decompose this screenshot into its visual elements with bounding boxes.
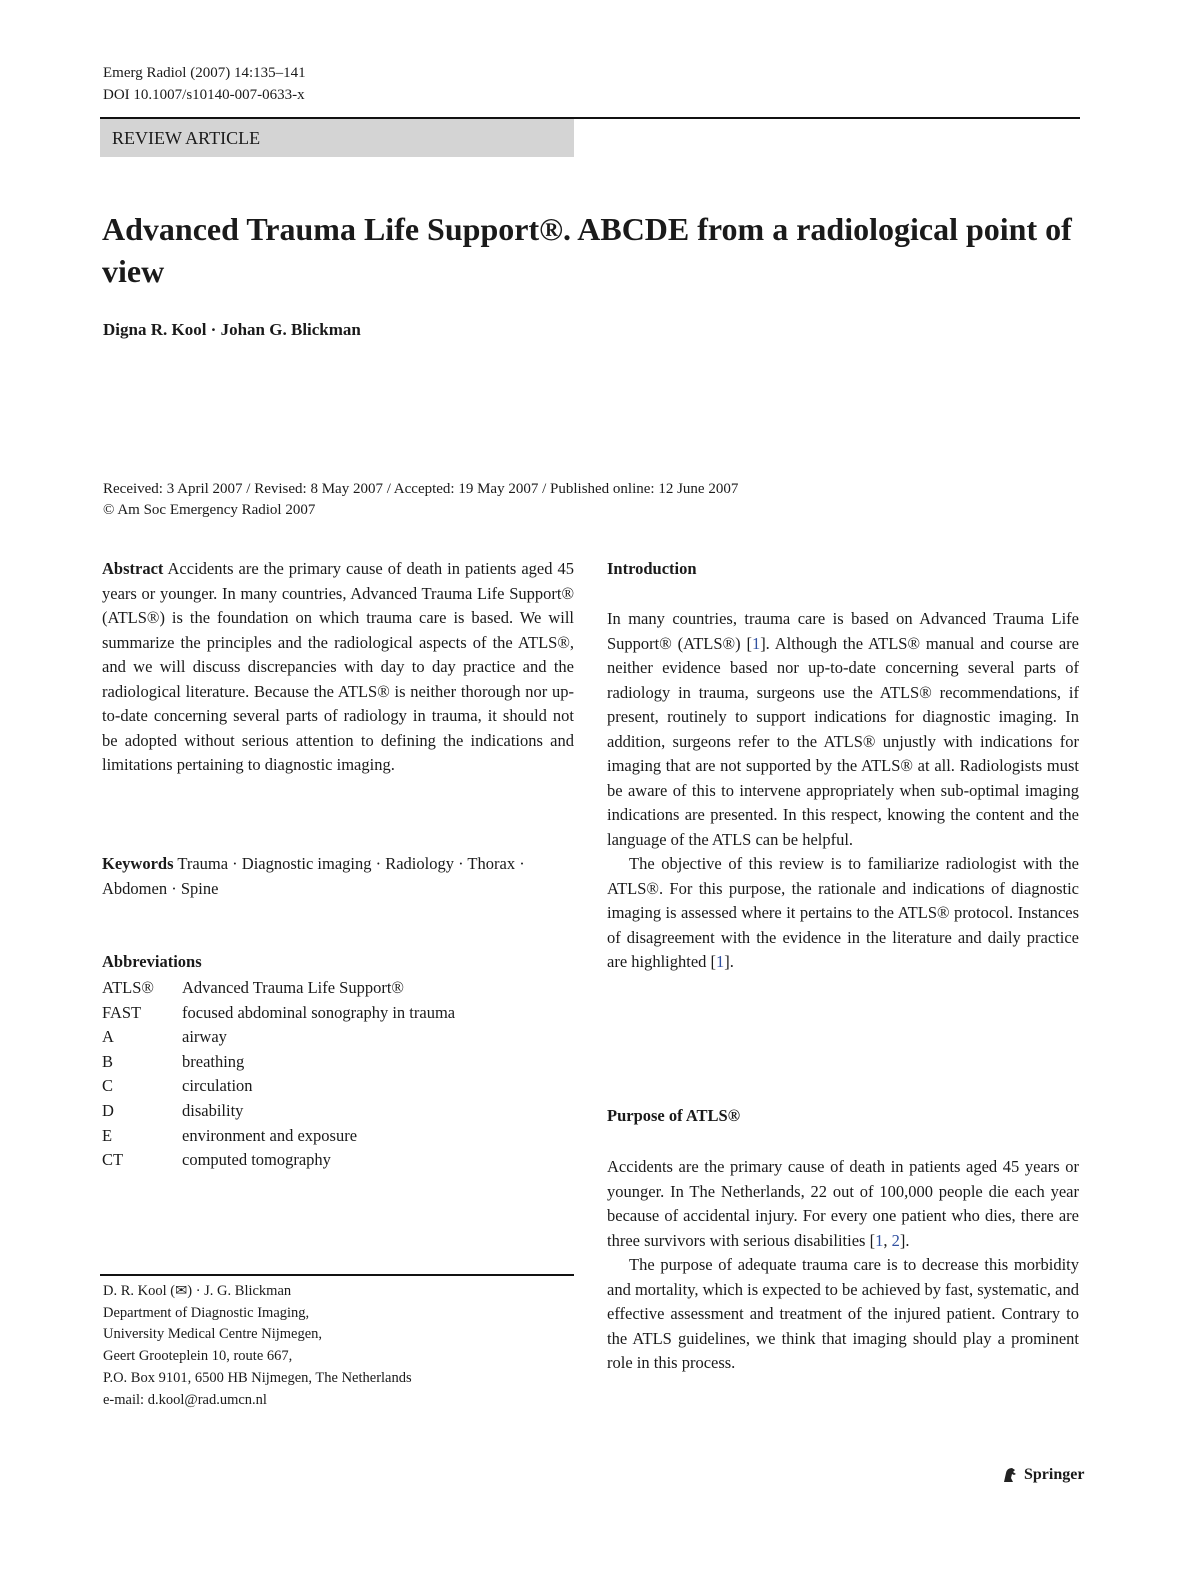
copyright-line: © Am Soc Emergency Radiol 2007 (103, 502, 316, 518)
publisher-name: Springer (1024, 1466, 1085, 1483)
keywords-label: Keywords (102, 854, 174, 873)
publisher-logo (1000, 1465, 1084, 1485)
abbreviation-meaning: circulation (182, 1076, 253, 1096)
abbreviation-meaning: disability (182, 1100, 244, 1120)
abbreviation-term: B (102, 1051, 114, 1071)
citation-link[interactable]: 1 (875, 1230, 884, 1250)
introduction-heading: Introduction (607, 559, 697, 578)
abbreviation-meaning: environment and exposure (182, 1125, 358, 1145)
abbreviation-term: A (102, 1027, 114, 1047)
abbreviations-list (102, 976, 574, 1173)
keywords (102, 852, 574, 901)
abbreviation-meaning: Advanced Trauma Life Support® (182, 978, 404, 997)
abbreviation-row (102, 1050, 574, 1075)
affiliation-line: D. R. Kool (✉) · J. G. Blickman (103, 1283, 292, 1299)
purpose-paragraph: The purpose of adequate trauma care is to decrease this morbidity and mortality, which is expected to be achieved by fast, systematic, and effective assessment and treatment of the injured patient. Contrary to the ATLS guidelines, we think that imaging should play a prominent role in this process. (607, 1255, 1079, 1372)
abbreviation-term: D (102, 1100, 114, 1120)
keywords-text: Trauma · Diagnostic imaging · Radiology · Thorax · Abdomen · Spine (102, 854, 525, 898)
purpose-heading: Purpose of ATLS® (607, 1106, 741, 1125)
abbreviation-row (102, 1001, 574, 1026)
purpose-paragraph: Accidents are the primary cause of death in patients aged 45 years or younger. In The Netherlands, 22 out of 100,000 people die each year because of accidental injury. For every one patient who dies, there are three survivors with serious disabilities [1, 2]. (607, 1157, 1079, 1250)
abbreviation-term: E (102, 1125, 113, 1145)
abbreviation-meaning: airway (182, 1027, 227, 1047)
abbreviation-meaning: breathing (182, 1051, 245, 1071)
springer-horse-icon (1000, 1465, 1020, 1485)
abstract-text: Accidents are the primary cause of death in patients aged 45 years or younger. In many countries, Advanced Trauma Life Support® (ATLS®) is the foundation on which trauma care is based. We will summarize the principles and the radiological aspects of the ATLS®, and we will discuss discrepancies with day to day practice and the radiological literature. Because the ATLS® is neither thorough nor up-to-date concerning several parts of radiology in trauma, it should not be adopted without serious attention to defining the indications and limitations pertaining to diagnostic imaging. (102, 559, 574, 774)
email-line[interactable]: e-mail: d.kool@rad.umcn.nl (103, 1391, 267, 1408)
publication-dates (103, 479, 738, 521)
abstract (102, 557, 574, 778)
author-list: Digna R. Kool · Johan G. Blickman (103, 320, 361, 339)
doi-line: DOI 10.1007/s10140-007-0633-x (103, 87, 305, 103)
introduction-paragraph: The objective of this review is to familiarize radiologist with the ATLS®. For this purpose, the rationale and indications of diagnostic imaging is assessed where it pertains to the ATLS® protocol. Instances of disagreement with the evidence in the literature and daily practice are highlighted [1]. (607, 854, 1079, 971)
abbreviation-row (102, 1124, 574, 1149)
abbreviation-term: CT (102, 1150, 124, 1170)
citation-link[interactable]: 2 (891, 1230, 900, 1250)
footnote-rule (100, 1274, 574, 1276)
abbreviation-term: FAST (102, 1002, 142, 1022)
abbreviation-row (102, 1025, 574, 1050)
abbreviation-row (102, 1148, 574, 1173)
journal-line: Emerg Radiol (2007) 14:135–141 (103, 65, 306, 81)
article-type-band: REVIEW ARTICLE (100, 119, 574, 157)
affiliation-line: Geert Grooteplein 10, route 667, (103, 1348, 293, 1365)
introduction-body (607, 607, 1079, 975)
journal-citation (103, 62, 306, 106)
abbreviation-row (102, 976, 574, 1001)
affiliation-line: University Medical Centre Nijmegen, (103, 1326, 323, 1343)
abbreviations-heading: Abbreviations (102, 952, 202, 971)
abbreviation-meaning: computed tomography (182, 1150, 331, 1170)
article-title: Advanced Trauma Life Support®. ABCDE from a radiological point of view (102, 211, 1072, 289)
abbreviation-row (102, 1074, 574, 1099)
affiliation-line: Department of Diagnostic Imaging, (103, 1304, 310, 1321)
abstract-label: Abstract (102, 559, 164, 578)
abbreviation-meaning: focused abdominal sonography in trauma (182, 1002, 456, 1022)
citation-link[interactable]: 1 (716, 952, 725, 971)
abbreviation-row (102, 1099, 574, 1124)
citation-link[interactable]: 1 (751, 633, 761, 653)
abbreviation-term: ATLS® (102, 978, 154, 997)
purpose-body (607, 1155, 1079, 1376)
received-line: Received: 3 April 2007 / Revised: 8 May 2007 / Accepted: 19 May 2007 / Published online: 12 June 2007 (103, 481, 739, 497)
affiliation-line: P.O. Box 9101, 6500 HB Nijmegen, The Netherlands (103, 1369, 412, 1386)
abbreviation-term: C (102, 1076, 114, 1096)
author-affiliation (103, 1281, 412, 1411)
introduction-paragraph: In many countries, trauma care is based on Advanced Trauma Life Support® (ATLS®) [1]. Although the ATLS® manual and course are neither evidence based nor up-to-date concerning several parts of radiology in trauma, surgeons use the ATLS® recommendations, if present, routinely to support indications for diagnostic imaging. In addition, surgeons refer to the ATLS® unjustly with indications for imaging that are not supported by the ATLS® at all. Radiologists must be aware of this to intervene appropriately when sub-optimal imaging indications are presented. In this respect, knowing the content and the language of the ATLS can be helpful. (607, 609, 1079, 849)
